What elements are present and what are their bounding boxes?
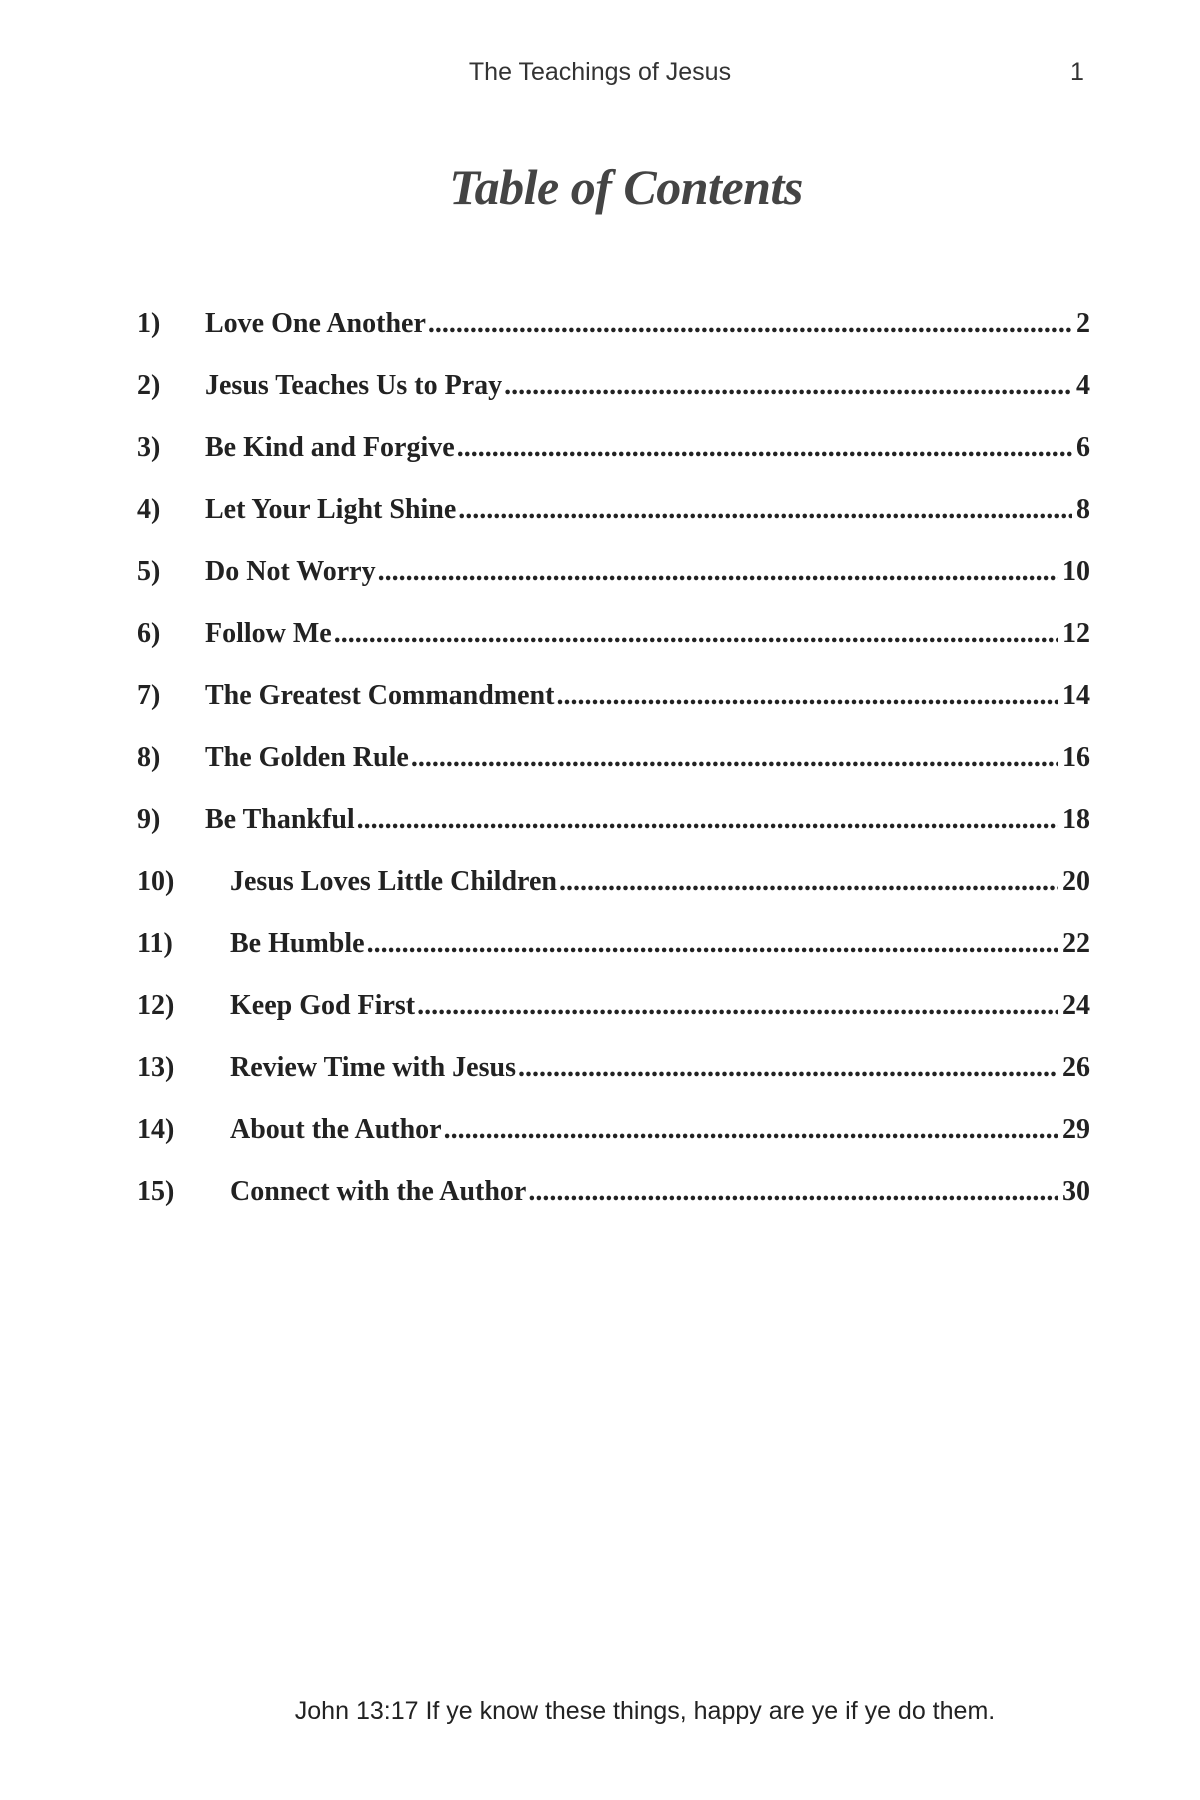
dot-leader [528,1176,1058,1208]
toc-entry-be-thankful[interactable] [137,804,1090,866]
page-number: 1 [1070,58,1084,86]
toc-entry-page: 2 [1076,308,1090,339]
toc-entry-the-greatest-commandment[interactable] [137,680,1090,742]
toc-entry-label: Connect with the Author [230,1176,527,1207]
toc-entry-jesus-loves-little-children[interactable] [137,866,1090,928]
toc-entry-number: 9) [137,804,161,835]
toc-list [137,308,1090,1238]
toc-entry-number: 5) [137,556,161,587]
toc-entry-page: 6 [1076,432,1090,463]
toc-title: Table of Contents [449,159,803,215]
toc-entry-number: 10) [137,866,175,897]
toc-entry-number: 15) [137,1176,175,1207]
toc-entry-page: 12 [1062,618,1090,649]
toc-entry-let-your-light-shine[interactable] [137,494,1090,556]
toc-entry-page: 8 [1076,494,1090,525]
dot-leader [518,1052,1058,1084]
toc-entry-page: 20 [1062,866,1090,897]
toc-entry-label: The Golden Rule [205,742,409,773]
toc-entry-number: 12) [137,990,175,1021]
toc-entry-label: Love One Another [205,308,426,339]
toc-entry-label: Review Time with Jesus [230,1052,516,1083]
toc-entry-jesus-teaches-us-to-pray[interactable] [137,370,1090,432]
dot-leader [559,866,1058,898]
toc-entry-label: Let Your Light Shine [205,494,457,525]
dot-leader [367,928,1058,960]
toc-entry-review-time-with-jesus[interactable] [137,1052,1090,1114]
dot-leader [556,680,1058,712]
toc-entry-be-kind-and-forgive[interactable] [137,432,1090,494]
toc-entry-number: 7) [137,680,161,711]
dot-leader [334,618,1058,650]
toc-entry-number: 11) [137,928,173,959]
toc-entry-label: The Greatest Commandment [205,680,555,711]
toc-entry-page: 14 [1062,680,1090,711]
toc-entry-number: 4) [137,494,161,525]
toc-entry-number: 3) [137,432,161,463]
toc-entry-label: Be Thankful [205,804,355,835]
toc-entry-be-humble[interactable] [137,928,1090,990]
toc-entry-number: 8) [137,742,161,773]
dot-leader [444,1114,1058,1146]
toc-entry-page: 29 [1062,1114,1090,1145]
dot-leader [357,804,1058,836]
toc-entry-page: 26 [1062,1052,1090,1083]
toc-entry-do-not-worry[interactable] [137,556,1090,618]
header-title: The Teachings of Jesus [468,58,732,86]
toc-entry-page: 18 [1062,804,1090,835]
toc-entry-page: 24 [1062,990,1090,1021]
toc-entry-label: Follow Me [205,618,332,649]
toc-entry-label: Be Humble [230,928,365,959]
toc-entry-page: 4 [1076,370,1090,401]
dot-leader [417,990,1058,1022]
dot-leader [428,308,1072,340]
dot-leader [458,494,1072,526]
dot-leader [378,556,1058,588]
toc-entry-number: 2) [137,370,161,401]
toc-entry-the-golden-rule[interactable] [137,742,1090,804]
toc-entry-label: Jesus Loves Little Children [230,866,557,897]
toc-entry-label: Jesus Teaches Us to Pray [205,370,503,401]
toc-entry-keep-god-first[interactable] [137,990,1090,1052]
toc-entry-label: Be Kind and Forgive [205,432,455,463]
toc-entry-label: Keep God First [230,990,416,1021]
toc-entry-page: 30 [1062,1176,1090,1207]
footer-verse: John 13:17 If ye know these things, happy are ye if ye do them. [294,1697,996,1725]
dot-leader [411,742,1058,774]
toc-entry-connect-with-the-author[interactable] [137,1176,1090,1238]
toc-entry-number: 13) [137,1052,175,1083]
toc-entry-label: About the Author [230,1114,442,1145]
toc-entry-page: 16 [1062,742,1090,773]
toc-entry-label: Do Not Worry [205,556,376,587]
toc-entry-page: 22 [1062,928,1090,959]
toc-entry-love-one-another[interactable] [137,308,1090,370]
toc-entry-number: 1) [137,308,161,339]
toc-entry-about-the-author[interactable] [137,1114,1090,1176]
toc-entry-follow-me[interactable] [137,618,1090,680]
toc-entry-number: 6) [137,618,161,649]
dot-leader [457,432,1072,464]
toc-entry-number: 14) [137,1114,175,1145]
toc-entry-page: 10 [1062,556,1090,587]
dot-leader [504,370,1072,402]
